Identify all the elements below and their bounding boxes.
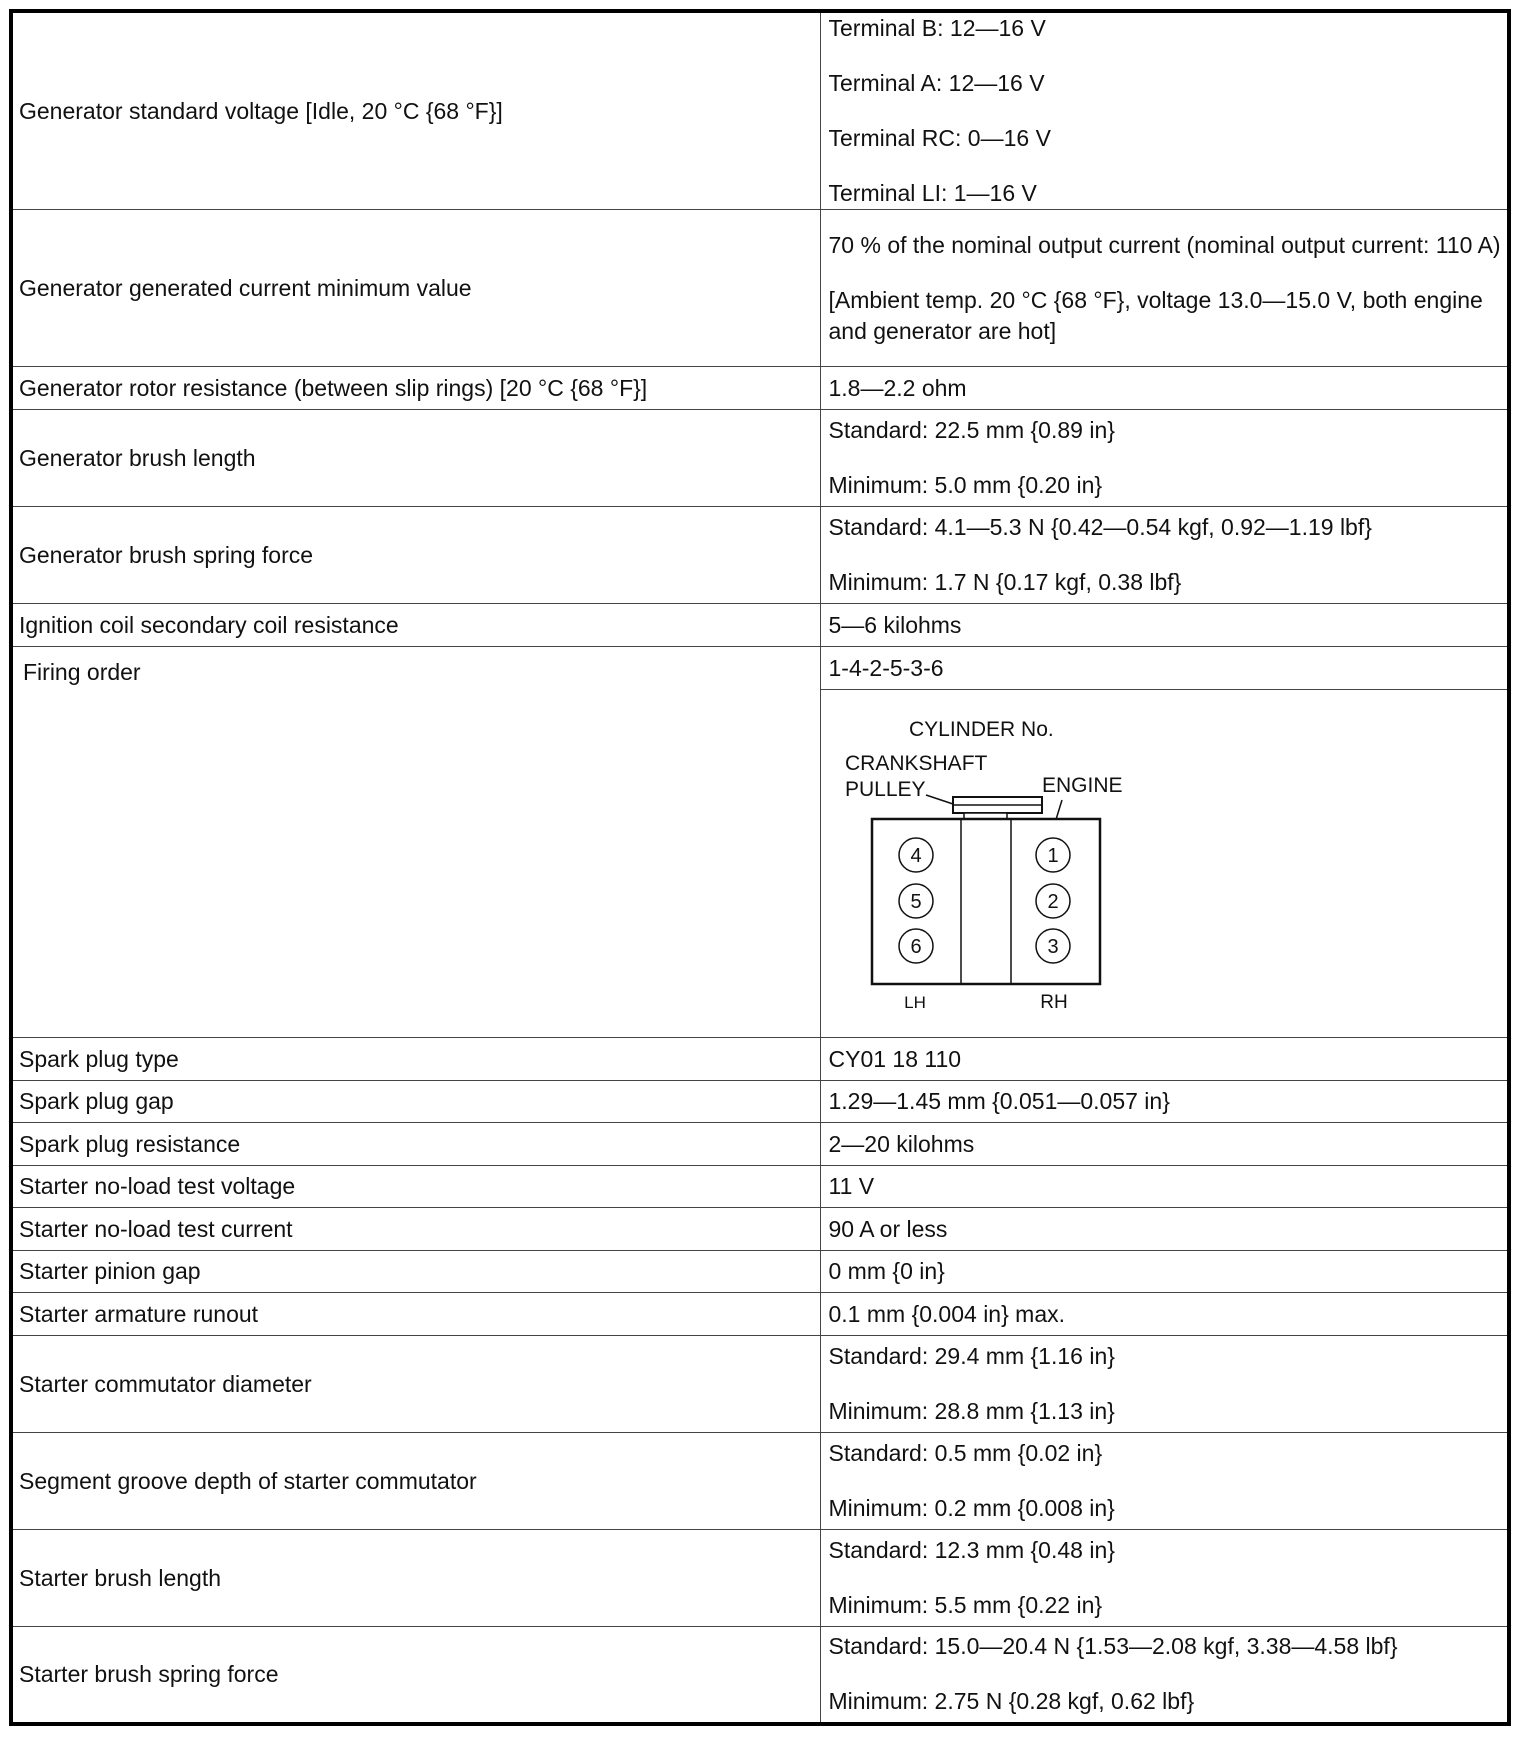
spec-label: Spark plug resistance [11, 1123, 820, 1166]
spec-label: Starter no-load test current [11, 1208, 820, 1251]
spec-value [820, 1336, 1509, 1433]
value-line: Minimum: 2.75 N {0.28 kgf, 0.62 lbf} [828, 1688, 1195, 1715]
spec-label: Generator brush length [11, 410, 820, 507]
value-line: Terminal RC: 0—16 V [828, 125, 1051, 151]
firing-order-diagram-cell [820, 690, 1509, 1038]
table-row [11, 11, 1509, 210]
spec-label: Starter armature runout [11, 1293, 820, 1336]
spec-table [9, 9, 1511, 1726]
table-row [11, 1530, 1509, 1627]
value-line: Minimum: 0.2 mm {0.008 in} [828, 1495, 1115, 1521]
rh-label: RH [1039, 992, 1068, 1013]
spec-label: Starter commutator diameter [11, 1336, 820, 1433]
table-row [11, 1251, 1509, 1293]
spec-label: Starter pinion gap [11, 1251, 820, 1293]
spec-label: Generator generated current minimum value [11, 210, 820, 367]
spec-value [820, 11, 1509, 210]
table-row [11, 604, 1509, 647]
table-row [11, 647, 1509, 690]
value-line: Minimum: 1.7 N {0.17 kgf, 0.38 lbf} [828, 569, 1182, 595]
value-line: Minimum: 5.5 mm {0.22 in} [828, 1592, 1103, 1618]
spec-value [820, 210, 1509, 367]
table-row [11, 1038, 1509, 1081]
spec-value: 1-4-2-5-3-6 [820, 647, 1509, 690]
value-line: Minimum: 5.0 mm {0.20 in} [828, 472, 1103, 498]
table-row [11, 507, 1509, 604]
cylinder-number: 4 [909, 845, 922, 867]
spec-label: Starter brush spring force [11, 1627, 820, 1724]
value-line: [Ambient temp. 20 °C {68 °F}, voltage 13.0—15.0 V, both engine and generator are hot] [828, 286, 1483, 344]
spec-value: 90 A or less [820, 1208, 1509, 1251]
table-row [11, 1433, 1509, 1530]
table-row [11, 1166, 1509, 1208]
spec-value: 11 V [820, 1166, 1509, 1208]
crankshaft-label-line2: PULLEY [844, 778, 926, 801]
table-row [11, 1627, 1509, 1724]
rh-cylinders [1036, 838, 1070, 963]
cylinder-number: 3 [1046, 936, 1059, 958]
cylinder-number: 5 [909, 891, 922, 913]
crankshaft-label-line1: CRANKSHAFT [844, 752, 987, 775]
table-row [11, 410, 1509, 507]
value-line: Standard: 29.4 mm {1.16 in} [828, 1343, 1115, 1369]
spec-label: Starter brush length [11, 1530, 820, 1627]
spec-label: Generator brush spring force [11, 507, 820, 604]
spec-label: Generator rotor resistance (between slip rings) [20 °C {68 °F}] [11, 367, 820, 410]
spec-value [820, 1433, 1509, 1530]
value-line: Terminal B: 12—16 V [828, 15, 1046, 41]
lh-cylinders [899, 838, 933, 963]
value-line: Minimum: 28.8 mm {1.13 in} [828, 1398, 1115, 1424]
spec-value: 5—6 kilohms [820, 604, 1509, 647]
spec-label: Generator standard voltage [Idle, 20 °C {68 °F}] [11, 11, 820, 210]
value-line: 70 % of the nominal output current (nominal output current: 110 A) [828, 231, 1501, 258]
spec-value: 0.1 mm {0.004 in} max. [820, 1293, 1509, 1336]
value-line: Standard: 0.5 mm {0.02 in} [828, 1440, 1103, 1466]
spec-value [820, 1530, 1509, 1627]
table-row [11, 210, 1509, 367]
spec-value [820, 507, 1509, 604]
table-row [11, 1081, 1509, 1123]
spec-value: 1.8—2.2 ohm [820, 367, 1509, 410]
spec-label: Starter no-load test voltage [11, 1166, 820, 1208]
cylinder-number: 2 [1046, 891, 1059, 913]
spec-value [820, 410, 1509, 507]
value-line: Terminal LI: 1—16 V [828, 180, 1037, 206]
table-row [11, 1123, 1509, 1166]
lh-label: LH [903, 993, 926, 1012]
spec-value: 1.29—1.45 mm {0.051—0.057 in} [820, 1081, 1509, 1123]
firing-order-diagram [821, 690, 1514, 1036]
spec-value: CY01 18 110 [820, 1038, 1509, 1081]
value-line: Standard: 15.0—20.4 N {1.53—2.08 kgf, 3.38—4.58 lbf} [828, 1633, 1398, 1660]
spec-label: Spark plug type [11, 1038, 820, 1081]
value-line: Standard: 22.5 mm {0.89 in} [828, 417, 1115, 443]
spec-label: Segment groove depth of starter commutator [11, 1433, 820, 1530]
engine-label: ENGINE [1041, 774, 1123, 797]
spec-value: 0 mm {0 in} [820, 1251, 1509, 1293]
value-line: Standard: 4.1—5.3 N {0.42—0.54 kgf, 0.92—1.19 lbf} [828, 514, 1372, 540]
table-row [11, 1208, 1509, 1251]
value-line: Standard: 12.3 mm {0.48 in} [828, 1537, 1115, 1563]
spec-label: Spark plug gap [11, 1081, 820, 1123]
table-row [11, 367, 1509, 410]
spec-label: Firing order [11, 647, 820, 1038]
cylinder-number: 6 [909, 936, 922, 958]
spec-value: 2—20 kilohms [820, 1123, 1509, 1166]
table-row [11, 1293, 1509, 1336]
cylinder-number: 1 [1046, 845, 1059, 867]
table-row [11, 1336, 1509, 1433]
spec-label: Ignition coil secondary coil resistance [11, 604, 820, 647]
value-line: Terminal A: 12—16 V [828, 70, 1045, 96]
spec-value [820, 1627, 1509, 1724]
diagram-title: CYLINDER No. [908, 718, 1054, 741]
crankshaft-leader-line [926, 795, 956, 805]
